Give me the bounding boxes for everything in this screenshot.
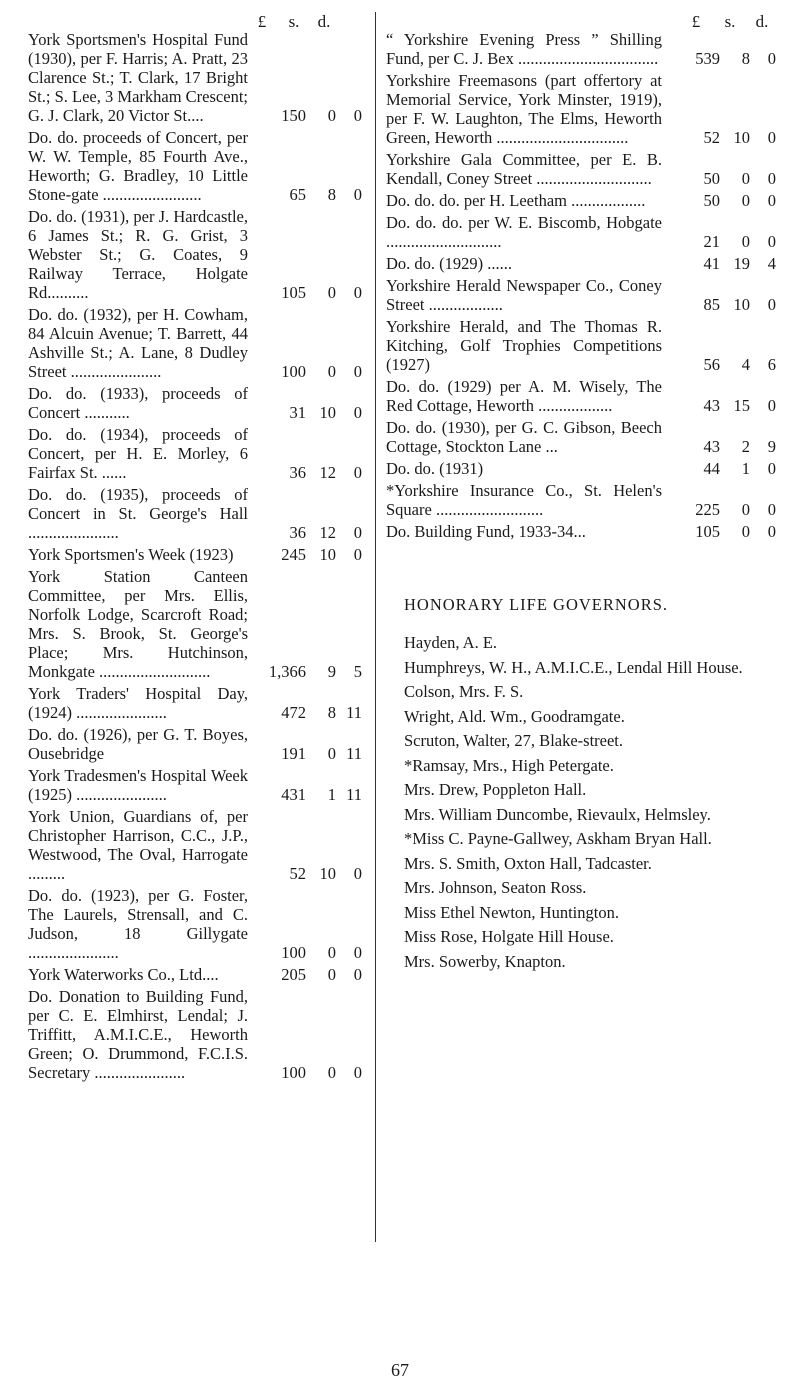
amount-pounds: 100 [281, 362, 306, 381]
amount-pence: 6 [767, 355, 776, 374]
amount-pounds: 105 [281, 283, 306, 302]
amount-shillings: 0 [741, 169, 750, 188]
governor-item: Wright, Ald. Wm., Goodramgate. [404, 706, 625, 726]
entry-description: Do. do. (1931), per J. Hardcastle, 6 James St.; R. G. Grist, 3 Webster St.; G. Coates, 9 Railway Terrace, Holgate Rd.......... [28, 207, 248, 302]
amount-pence: 0 [767, 500, 776, 519]
entry-description: Do. do. (1932), per H. Cowham, 84 Alcuin Avenue; T. Barrett, 44 Ashville St.; A. Lane, 8 Dudley Street ...................... [28, 305, 248, 381]
entry-amount [250, 965, 364, 984]
amount-pence: 0 [767, 459, 776, 478]
entry-description: Do. do. (1930), per G. C. Gibson, Beech Cottage, Stockton Lane ... [386, 418, 662, 456]
donation-entry [28, 807, 364, 883]
entry-amount [250, 1063, 364, 1082]
amount-shillings: 4 [741, 355, 750, 374]
amount-shillings: 15 [733, 396, 750, 415]
entry-amount [664, 191, 778, 210]
governors-list [386, 633, 778, 971]
entry-description: York Sportsmen's Week (1923) [28, 545, 234, 564]
amount-shillings: 0 [741, 191, 750, 210]
amount-pounds: 43 [703, 437, 720, 456]
amount-shillings: 2 [741, 437, 750, 456]
amount-pence: 0 [353, 185, 362, 204]
entry-description: Do. do. (1926), per G. T. Boyes, Ousebridge [28, 725, 248, 763]
entry-description: “ Yorkshire Evening Press ” Shilling Fund, per C. J. Bex .................................. [386, 30, 662, 68]
amount-pounds: 150 [281, 106, 306, 125]
entry-amount [664, 49, 778, 68]
donation-entry [28, 128, 364, 204]
donation-entry [28, 725, 364, 763]
amount-pounds: 36 [289, 463, 306, 482]
governor-item: Mrs. Johnson, Seaton Ross. [404, 878, 587, 897]
entry-description: York Sportsmen's Hospital Fund (1930), per F. Harris; A. Pratt, 23 Clarence St.; T. Clark, 17 Bright St.; S. Lee, 3 Markham Crescent; G. J. Clark, 20 Victor St.... [28, 30, 248, 125]
amount-shillings: 0 [741, 522, 750, 541]
donation-entry [28, 207, 364, 302]
entry-amount [250, 785, 364, 804]
entry-amount [664, 396, 778, 415]
amount-shillings: 0 [741, 500, 750, 519]
entry-description: Do. do. (1931) [386, 459, 484, 478]
amount-shillings: 9 [327, 662, 336, 681]
amount-pence: 11 [346, 785, 362, 804]
donation-entry [386, 254, 778, 273]
pence-header: d. [317, 12, 331, 31]
donation-entry [386, 481, 778, 519]
amount-shillings: 10 [319, 864, 336, 883]
amount-pence: 0 [353, 403, 362, 422]
donation-entry [28, 684, 364, 722]
donation-entry [386, 150, 778, 188]
entry-description: York Waterworks Co., Ltd.... [28, 965, 219, 984]
donation-entry [386, 213, 778, 251]
entry-description: Do. do. (1934), proceeds of Concert, per H. E. Morley, 6 Fairfax St. ...... [28, 425, 248, 482]
right-column [386, 12, 778, 976]
entry-amount [664, 522, 778, 541]
entry-amount [664, 295, 778, 314]
pounds-header: £ [257, 12, 267, 31]
amount-pence: 0 [353, 106, 362, 125]
entry-description: Do. do. (1929) per A. M. Wisely, The Red Cottage, Heworth .................. [386, 377, 662, 415]
column-divider [375, 12, 376, 1242]
shillings-header: s. [724, 12, 736, 31]
amount-pence: 0 [767, 191, 776, 210]
entry-description: Do. do. (1929) ...... [386, 254, 513, 273]
currency-header-right [684, 12, 778, 30]
amount-shillings: 8 [327, 703, 336, 722]
amount-pounds: 52 [703, 128, 720, 147]
entry-description: Yorkshire Herald Newspaper Co., Coney Street .................. [386, 276, 662, 314]
amount-shillings: 0 [741, 232, 750, 251]
governor-item: Mrs. Sowerby, Knapton. [404, 951, 566, 971]
donation-entry [386, 522, 778, 541]
donation-entry [28, 545, 364, 564]
governor-item: Miss Ethel Newton, Huntington. [404, 902, 619, 922]
amount-pence: 0 [353, 545, 362, 564]
governor-item: Miss Rose, Holgate Hill House. [404, 927, 614, 946]
amount-pence: 0 [353, 943, 362, 962]
amount-shillings: 8 [327, 185, 336, 204]
donation-entry [386, 30, 778, 68]
entry-amount [664, 128, 778, 147]
donation-entry [386, 418, 778, 456]
governor-item: Mrs. Drew, Poppleton Hall. [404, 780, 587, 799]
entry-description: Yorkshire Gala Committee, per E. B. Kendall, Coney Street ............................ [386, 150, 662, 188]
amount-pounds: 105 [695, 522, 720, 541]
amount-shillings: 10 [733, 128, 750, 147]
entry-amount [250, 703, 364, 722]
entry-amount [250, 864, 364, 883]
entry-amount [664, 355, 778, 374]
entry-amount [250, 943, 364, 962]
entry-amount [250, 403, 364, 422]
amount-shillings: 10 [319, 403, 336, 422]
amount-shillings: 1 [327, 785, 336, 804]
amount-shillings: 12 [319, 463, 336, 482]
amount-pounds: 225 [695, 500, 720, 519]
entry-amount [664, 232, 778, 251]
governor-item: Hayden, A. E. [404, 633, 498, 652]
amount-pounds: 21 [703, 232, 720, 251]
entry-amount [250, 185, 364, 204]
entry-description: Do. do. do. per H. Leetham .................. [386, 191, 646, 210]
amount-pence: 0 [353, 965, 362, 984]
amount-shillings: 0 [327, 744, 336, 763]
amount-pence: 0 [767, 295, 776, 314]
donation-entry [28, 567, 364, 681]
entry-amount [250, 545, 364, 564]
donation-entry [28, 886, 364, 962]
amount-shillings: 10 [319, 545, 336, 564]
amount-pence: 0 [767, 232, 776, 251]
amount-shillings: 0 [327, 943, 336, 962]
amount-pounds: 245 [281, 545, 306, 564]
amount-shillings: 1 [741, 459, 750, 478]
entry-description: Yorkshire Freemasons (part offertory at Memorial Service, York Minster, 1919), per F. W. Laughton, The Elms, Heworth Green, Heworth ................................ [386, 71, 662, 147]
amount-pence: 0 [353, 463, 362, 482]
entry-amount [664, 169, 778, 188]
entry-description: Do. Donation to Building Fund, per C. E. Elmhirst, Lendal; J. Triffitt, A.M.I.C.E., Heworth Green; O. Drummond, F.C.I.S. Secretary ...................... [28, 987, 248, 1082]
amount-pounds: 100 [281, 943, 306, 962]
amount-pounds: 50 [703, 191, 720, 210]
amount-pounds: 31 [289, 403, 306, 422]
entry-description: Do. do. (1923), per G. Foster, The Laurels, Strensall, and C. Judson, 18 Gillygate ...................... [28, 886, 248, 962]
donation-entry [28, 305, 364, 381]
amount-pence: 0 [767, 49, 776, 68]
entry-amount [664, 254, 778, 273]
left-column [28, 12, 364, 1085]
governor-item: Mrs. William Duncombe, Rievaulx, Helmsley. [404, 804, 711, 824]
amount-shillings: 0 [327, 283, 336, 302]
pence-header: d. [755, 12, 769, 31]
entry-description: York Traders' Hospital Day, (1924) ...................... [28, 684, 248, 722]
amount-pounds: 43 [703, 396, 720, 415]
right-entry-list [386, 30, 778, 541]
entry-amount [664, 459, 778, 478]
page-number: 67 [391, 1360, 409, 1380]
entry-amount [250, 463, 364, 482]
donation-entry [28, 766, 364, 804]
entry-amount [250, 362, 364, 381]
amount-pence: 0 [353, 283, 362, 302]
entry-description: Do. do. proceeds of Concert, per W. W. Temple, 85 Fourth Ave., Heworth; G. Bradley, 10 Little Stone-gate ........................ [28, 128, 248, 204]
entry-description: Do. Building Fund, 1933-34... [386, 522, 586, 541]
amount-pence: 0 [353, 362, 362, 381]
amount-shillings: 0 [327, 106, 336, 125]
amount-pounds: 56 [703, 355, 720, 374]
entry-description: *Yorkshire Insurance Co., St. Helen's Square .......................... [386, 481, 662, 519]
amount-pence: 4 [767, 254, 776, 273]
donation-entry [386, 276, 778, 314]
entry-amount [664, 437, 778, 456]
amount-shillings: 0 [327, 362, 336, 381]
donation-entry [386, 317, 778, 374]
governor-item: Scruton, Walter, 27, Blake-street. [404, 731, 624, 750]
donation-entry [386, 459, 778, 478]
amount-pence: 11 [346, 703, 362, 722]
donation-entry [28, 965, 364, 984]
shillings-header: s. [288, 12, 300, 31]
amount-pence: 9 [767, 437, 776, 456]
amount-pence: 0 [353, 864, 362, 883]
amount-pence: 0 [767, 396, 776, 415]
entry-description: York Union, Guardians of, per Christopher Harrison, C.C., J.P., Westwood, The Oval, Harrogate ......... [28, 807, 248, 883]
amount-pounds: 52 [289, 864, 306, 883]
amount-pounds: 36 [289, 523, 306, 542]
entry-description: Do. do. (1935), proceeds of Concert in St. George's Hall ...................... [28, 485, 248, 542]
amount-shillings: 0 [327, 965, 336, 984]
amount-pounds: 205 [281, 965, 306, 984]
governor-item: *Miss C. Payne-Gallwey, Askham Bryan Hall. [404, 829, 712, 848]
entry-description: Yorkshire Herald, and The Thomas R. Kitching, Golf Trophies Competitions (1927) [386, 317, 662, 374]
amount-pence: 0 [767, 169, 776, 188]
left-entry-list [28, 30, 364, 1082]
entry-amount [250, 662, 364, 681]
amount-pounds: 41 [703, 254, 720, 273]
amount-shillings: 12 [319, 523, 336, 542]
entry-amount [250, 744, 364, 763]
entry-description: Do. do. do. per W. E. Biscomb, Hobgate ............................ [386, 213, 662, 251]
entry-amount [250, 106, 364, 125]
entry-amount [664, 500, 778, 519]
entry-amount [250, 523, 364, 542]
entry-amount [250, 283, 364, 302]
amount-shillings: 19 [733, 254, 750, 273]
amount-pounds: 50 [703, 169, 720, 188]
governor-item: Colson, Mrs. F. S. [404, 682, 524, 701]
amount-shillings: 8 [741, 49, 750, 68]
governor-item: Mrs. S. Smith, Oxton Hall, Tadcaster. [404, 853, 652, 873]
amount-pounds: 100 [281, 1063, 306, 1082]
entry-description: York Station Canteen Committee, per Mrs. Ellis, Norfolk Lodge, Scarcroft Road; Mrs. S. Brook, St. George's Place; Mrs. Hutchinson, Monkgate ........................... [28, 567, 248, 681]
governor-item: Humphreys, W. H., A.M.I.C.E., Lendal Hill House. [404, 657, 743, 677]
amount-pence: 0 [353, 523, 362, 542]
amount-pence: 0 [767, 522, 776, 541]
entry-description: Do. do. (1933), proceeds of Concert ........... [28, 384, 248, 422]
donation-entry [28, 384, 364, 422]
governor-item: *Ramsay, Mrs., High Petergate. [404, 755, 614, 775]
entry-description: York Tradesmen's Hospital Week (1925) ...................... [28, 766, 248, 804]
amount-pounds: 65 [289, 185, 306, 204]
amount-pounds: 539 [695, 49, 720, 68]
donation-entry [28, 485, 364, 542]
amount-shillings: 10 [733, 295, 750, 314]
amount-pence: 11 [346, 744, 362, 763]
donation-entry [28, 987, 364, 1082]
pounds-header: £ [691, 12, 701, 31]
donation-entry [386, 377, 778, 415]
amount-shillings: 0 [327, 1063, 336, 1082]
donation-entry [28, 425, 364, 482]
amount-pounds: 472 [281, 703, 306, 722]
donation-entry [386, 71, 778, 147]
amount-pounds: 44 [703, 459, 720, 478]
amount-pounds: 191 [281, 744, 306, 763]
amount-pounds: 431 [281, 785, 306, 804]
amount-pence: 5 [353, 662, 362, 681]
currency-header-left [250, 12, 364, 30]
amount-pence: 0 [767, 128, 776, 147]
amount-pounds: 1,366 [268, 662, 306, 681]
amount-pounds: 85 [703, 295, 720, 314]
amount-pence: 0 [353, 1063, 362, 1082]
section-title: HONORARY LIFE GOVERNORS. [404, 595, 669, 614]
donation-entry [386, 191, 778, 210]
donation-entry [28, 30, 364, 125]
